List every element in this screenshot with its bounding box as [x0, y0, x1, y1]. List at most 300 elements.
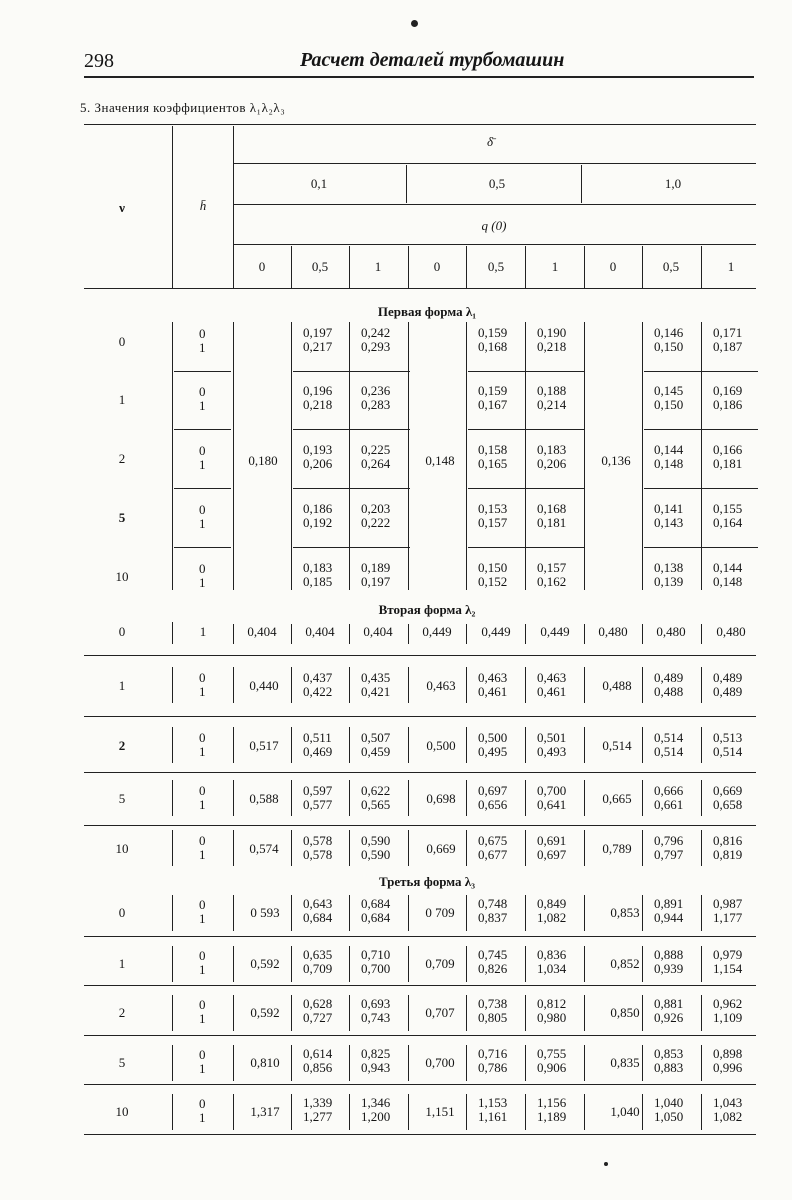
q0-value: 0,669: [426, 841, 456, 856]
column-rule: [408, 830, 409, 866]
q-rule: [233, 244, 756, 245]
cell-value: 0,700: [537, 783, 567, 798]
cell-value: 0,166: [713, 442, 743, 457]
column-rule: [233, 780, 234, 816]
nu-value: 5: [118, 1055, 126, 1070]
cell-value: 0,196: [303, 383, 333, 398]
cell-pair: [654, 948, 683, 976]
cell-pair: [361, 1047, 390, 1075]
cell-value: 0,214: [537, 397, 567, 412]
h-values: [199, 784, 206, 812]
column-rule: [701, 322, 702, 590]
row-rule: [174, 547, 231, 548]
column-rule: [408, 246, 409, 288]
h-value: 1: [199, 744, 206, 759]
column-rule: [584, 727, 585, 763]
cell-value: 0,926: [654, 1010, 684, 1025]
cell-value: 0,186: [713, 397, 743, 412]
cell-pair: [537, 834, 566, 862]
cell-pair: [713, 997, 742, 1025]
column-rule: [172, 322, 173, 590]
cell-value: 0,188: [537, 383, 567, 398]
q-value: 1: [374, 259, 382, 274]
cell-value: 0,264: [361, 456, 391, 471]
cell-value: 0,888: [654, 947, 684, 962]
nu-value: 1: [118, 392, 126, 407]
q0-value: 0,698: [426, 791, 456, 806]
column-rule: [172, 895, 173, 931]
row-rule: [293, 488, 410, 489]
cell-value: 0,513: [713, 730, 743, 745]
q0-value: 0,853: [610, 905, 640, 920]
cell-pair: [478, 948, 507, 976]
row-rule: [293, 429, 410, 430]
column-rule: [233, 830, 234, 866]
cell-value: 0,500: [478, 730, 508, 745]
column-rule: [291, 1045, 292, 1081]
column-rule: [291, 727, 292, 763]
cell-value: 0,812: [537, 996, 567, 1011]
column-rule: [233, 322, 234, 590]
ink-dot: [604, 1162, 608, 1166]
row-rule: [84, 1035, 756, 1036]
cell-pair: [537, 731, 566, 759]
cell-value: 0,489: [654, 670, 684, 685]
h-value: 0: [199, 948, 206, 963]
cell-pair: [713, 897, 742, 925]
cell-pair: [361, 731, 390, 759]
column-rule: [466, 1094, 467, 1130]
cell-value: 0,159: [478, 383, 508, 398]
column-rule: [525, 727, 526, 763]
q0-value: 0,709: [425, 956, 455, 971]
cell-value: 0,242: [361, 325, 391, 340]
cell-value: 0,700: [361, 961, 391, 976]
cell-value: 0,181: [713, 456, 743, 471]
column-rule: [642, 624, 643, 644]
cell-pair: [537, 671, 566, 699]
cell-pair: [713, 834, 742, 862]
cell-value: 0,218: [303, 397, 333, 412]
cell-pair: [303, 948, 332, 976]
cell-pair: [303, 1047, 332, 1075]
column-rule: [466, 624, 467, 644]
cell-pair: [713, 326, 742, 354]
cell-value: 0,883: [654, 1060, 684, 1075]
cell-pair: [361, 897, 390, 925]
delta-header: δ̄: [486, 134, 494, 149]
column-rule: [466, 322, 467, 590]
q0-value: 0 593: [250, 905, 280, 920]
column-rule: [408, 780, 409, 816]
cell-value: 0,187: [713, 339, 743, 354]
cell-pair: [654, 561, 683, 589]
column-rule: [584, 895, 585, 931]
cell-pair: [361, 948, 390, 976]
column-rule: [525, 246, 526, 288]
cell-value: 0,157: [537, 560, 567, 575]
cell-pair: [478, 1096, 507, 1124]
column-rule: [349, 246, 350, 288]
cell-value: 0,189: [361, 560, 391, 575]
cell-value: 0,192: [303, 515, 333, 530]
column-rule: [525, 1045, 526, 1081]
row-rule: [293, 371, 410, 372]
cell-value: 0,514: [654, 730, 684, 745]
q0-value: 0,700: [425, 1055, 455, 1070]
cell-pair: [303, 561, 332, 589]
cell-pair: [478, 443, 507, 471]
cell-pair: [361, 384, 390, 412]
column-rule: [291, 780, 292, 816]
column-rule: [701, 995, 702, 1031]
h-value: 0: [199, 730, 206, 745]
cell-value: 0,217: [303, 339, 333, 354]
cell-value: 0,578: [303, 833, 333, 848]
cell-value: 0,190: [537, 325, 567, 340]
cell-value: 0,435: [361, 670, 391, 685]
column-rule: [642, 667, 643, 703]
h-values: [199, 834, 206, 862]
column-rule: [291, 624, 292, 644]
cell-pair: [654, 897, 683, 925]
cell-pair: [478, 784, 507, 812]
row-rule: [84, 655, 756, 656]
column-rule: [349, 780, 350, 816]
q0-value: 0,789: [602, 841, 632, 856]
cell-value: 0,856: [303, 1060, 333, 1075]
cell-value: 0,236: [361, 383, 391, 398]
cell-value: 1,200: [361, 1109, 391, 1124]
cell-value: 0,565: [361, 797, 391, 812]
table-caption: 5. Значения коэффициентов λ₁λ₂λ₃: [80, 100, 286, 115]
column-rule: [642, 1094, 643, 1130]
column-rule: [466, 895, 467, 931]
cell-value: 0,489: [713, 684, 743, 699]
column-rule: [584, 246, 585, 288]
q0-value: 0,514: [602, 738, 632, 753]
row-rule: [84, 716, 756, 717]
cell-value: 0,716: [478, 1046, 508, 1061]
nu-value: 0: [118, 905, 126, 920]
nu-value: 5: [118, 510, 126, 525]
cell-value: 0,614: [303, 1046, 333, 1061]
cell-pair: [303, 671, 332, 699]
nu-value: 2: [118, 451, 126, 466]
cell-pair: [303, 1096, 332, 1124]
cell-pair: [713, 561, 742, 589]
cell-pair: [713, 784, 742, 812]
h-value: 1: [199, 962, 206, 977]
cell-pair: [303, 731, 332, 759]
column-rule: [584, 780, 585, 816]
cell-pair: [654, 1096, 683, 1124]
cell-value: 0,218: [537, 339, 567, 354]
column-rule: [233, 1045, 234, 1081]
cell-value: 1,346: [361, 1095, 391, 1110]
q-value: 0: [258, 259, 266, 274]
h-values: [199, 731, 206, 759]
column-rule: [233, 624, 234, 644]
cell-value: 1,040: [654, 1095, 684, 1110]
cell-pair: [361, 502, 390, 530]
cell-value: 1,189: [537, 1109, 567, 1124]
cell-pair: [654, 731, 683, 759]
nu-header: ν: [119, 200, 125, 215]
h-value: 1: [199, 847, 206, 862]
cell-value: 0,169: [713, 383, 743, 398]
cell-value: 0,181: [537, 515, 567, 530]
q0-value: 1,151: [425, 1104, 455, 1119]
column-rule: [349, 667, 350, 703]
cell-pair: [713, 948, 742, 976]
cell-value: 0,622: [361, 783, 391, 798]
cell-value: 0,514: [654, 744, 684, 759]
cell-value: 0,146: [654, 325, 684, 340]
column-rule: [349, 995, 350, 1031]
cell-value: 0,495: [478, 744, 508, 759]
cell-pair: [361, 834, 390, 862]
cell-pair: [361, 671, 390, 699]
cell-value: 0,514: [713, 744, 743, 759]
h-value: 1: [199, 575, 206, 590]
cell-value: 0,404: [305, 624, 335, 639]
section-title: Третья форма λ₃: [378, 874, 476, 889]
cell-pair: [303, 502, 332, 530]
q-value: 1: [727, 259, 735, 274]
q-value: 0,5: [487, 259, 505, 274]
cell-pair: [654, 326, 683, 354]
column-rule: [466, 667, 467, 703]
delta-values-rule: [233, 204, 756, 205]
cell-value: 0,693: [361, 996, 391, 1011]
row-rule: [84, 1084, 756, 1085]
h-value: 1: [199, 1011, 206, 1026]
column-rule: [701, 946, 702, 982]
q-value: 0,5: [662, 259, 680, 274]
h-values: [199, 898, 206, 926]
cell-value: 1,050: [654, 1109, 684, 1124]
cell-value: 0,139: [654, 574, 684, 589]
h-values: [199, 671, 206, 699]
cell-value: 0,493: [537, 744, 567, 759]
cell-value: 0,162: [537, 574, 567, 589]
cell-value: 0,743: [361, 1010, 391, 1025]
cell-pair: [654, 1047, 683, 1075]
nu-value: 2: [118, 738, 126, 753]
h-values: [199, 562, 206, 590]
column-rule: [701, 1094, 702, 1130]
column-rule: [408, 895, 409, 931]
cell-value: 0,819: [713, 847, 743, 862]
cell-value: 0,906: [537, 1060, 567, 1075]
column-rule: [701, 246, 702, 288]
h-value: 0: [199, 502, 206, 517]
column-rule: [408, 1045, 409, 1081]
cell-value: 0,727: [303, 1010, 333, 1025]
column-rule: [642, 946, 643, 982]
cell-value: 0,171: [713, 325, 743, 340]
cell-pair: [361, 784, 390, 812]
nu-value: 10: [115, 569, 129, 584]
cell-value: 0,684: [361, 910, 391, 925]
cell-value: 0,461: [537, 684, 567, 699]
cell-value: 0,691: [537, 833, 567, 848]
h-values: [199, 385, 206, 413]
column-rule: [525, 946, 526, 982]
cell-value: 1,109: [713, 1010, 743, 1025]
cell-value: 0,404: [363, 624, 393, 639]
cell-pair: [654, 384, 683, 412]
cell-value: 0,697: [537, 847, 567, 862]
cell-pair: [713, 384, 742, 412]
cell-value: 0,222: [361, 515, 391, 530]
nu-value: 1: [118, 956, 126, 971]
q-value: 0: [433, 259, 441, 274]
q0-value: 0,500: [426, 738, 456, 753]
cell-value: 0,675: [478, 833, 508, 848]
nu-value: 10: [115, 841, 129, 856]
q0-value: 0,574: [249, 841, 279, 856]
q0-value: 0,835: [610, 1055, 640, 1070]
cell-pair: [713, 671, 742, 699]
delta-rule: [233, 163, 756, 164]
column-rule: [642, 995, 643, 1031]
column-rule: [584, 624, 585, 644]
nu-value: 10: [115, 1104, 129, 1119]
delta-value: 1,0: [664, 176, 682, 191]
cell-pair: [713, 1047, 742, 1075]
row-rule: [174, 371, 231, 372]
cell-value: 0,469: [303, 744, 333, 759]
column-rule: [408, 322, 409, 590]
cell-value: 1,043: [713, 1095, 743, 1110]
header-rule: [84, 76, 754, 78]
h-values: [199, 1048, 206, 1076]
cell-value: 0,461: [478, 684, 508, 699]
h-value: 0: [199, 384, 206, 399]
cell-pair: [713, 731, 742, 759]
cell-value: 0,480: [656, 624, 686, 639]
cell-pair: [303, 443, 332, 471]
column-rule: [466, 1045, 467, 1081]
cell-value: 0,164: [713, 515, 743, 530]
column-rule: [408, 727, 409, 763]
column-rule: [172, 995, 173, 1031]
cell-value: 0,480: [716, 624, 746, 639]
column-rule: [584, 322, 585, 590]
column-rule: [291, 895, 292, 931]
cell-pair: [713, 1096, 742, 1124]
cell-pair: [478, 897, 507, 925]
cell-value: 0,837: [478, 910, 508, 925]
cell-value: 0,155: [713, 501, 743, 516]
column-rule: [642, 322, 643, 590]
h-value: 1: [199, 624, 207, 639]
table-top-rule: [84, 124, 756, 125]
cell-value: 1,156: [537, 1095, 567, 1110]
cell-pair: [537, 326, 566, 354]
cell-value: 0,669: [713, 783, 743, 798]
column-rule: [408, 667, 409, 703]
cell-pair: [537, 502, 566, 530]
cell-value: 0,738: [478, 996, 508, 1011]
cell-value: 0,939: [654, 961, 684, 976]
column-rule: [291, 246, 292, 288]
q0-value: 0,592: [250, 956, 280, 971]
column-rule: [525, 830, 526, 866]
cell-value: 0,944: [654, 910, 684, 925]
h-value: 1: [199, 797, 206, 812]
column-rule: [525, 995, 526, 1031]
cell-value: 0,643: [303, 896, 333, 911]
cell-value: 1,034: [537, 961, 567, 976]
cell-value: 0,825: [361, 1046, 391, 1061]
h-value: 0: [199, 1047, 206, 1062]
cell-value: 0,183: [537, 442, 567, 457]
cell-value: 0,661: [654, 797, 684, 812]
column-rule: [466, 727, 467, 763]
h-value: 0: [199, 897, 206, 912]
cell-value: 0,437: [303, 670, 333, 685]
cell-pair: [537, 897, 566, 925]
page-number: 298: [84, 50, 114, 72]
column-rule: [291, 667, 292, 703]
cell-value: 0,193: [303, 442, 333, 457]
cell-value: 0,748: [478, 896, 508, 911]
cell-pair: [478, 326, 507, 354]
h-value: 1: [199, 1110, 206, 1125]
h-header: h̄: [199, 198, 207, 213]
cell-value: 0,197: [361, 574, 391, 589]
q-value: 1: [551, 259, 559, 274]
cell-pair: [654, 997, 683, 1025]
cell-value: 0,656: [478, 797, 508, 812]
cell-value: 0,628: [303, 996, 333, 1011]
h-value: 0: [199, 833, 206, 848]
q-value: 0: [609, 259, 617, 274]
cell-value: 0,511: [303, 730, 332, 745]
nu-value: 0: [118, 334, 126, 349]
merged-value: 0,180: [248, 453, 278, 468]
h-value: 1: [199, 1061, 206, 1076]
cell-value: 0,666: [654, 783, 684, 798]
cell-value: 0,159: [478, 325, 508, 340]
nu-value: 1: [118, 678, 126, 693]
column-rule: [642, 895, 643, 931]
cell-pair: [537, 948, 566, 976]
column-rule: [525, 1094, 526, 1130]
cell-value: 0,980: [537, 1010, 567, 1025]
column-rule: [525, 322, 526, 590]
column-rule: [291, 322, 292, 590]
column-rule: [525, 780, 526, 816]
cell-value: 0,796: [654, 833, 684, 848]
column-rule: [291, 995, 292, 1031]
column-rule: [466, 995, 467, 1031]
h-value: 1: [199, 911, 206, 926]
column-rule: [701, 667, 702, 703]
cell-pair: [361, 561, 390, 589]
row-rule: [84, 985, 756, 986]
column-rule: [291, 946, 292, 982]
column-rule: [233, 727, 234, 763]
q0-value: 0,588: [249, 791, 279, 806]
cell-pair: [303, 784, 332, 812]
cell-value: 0,404: [247, 624, 277, 639]
column-rule: [233, 1094, 234, 1130]
cell-value: 0,943: [361, 1060, 391, 1075]
